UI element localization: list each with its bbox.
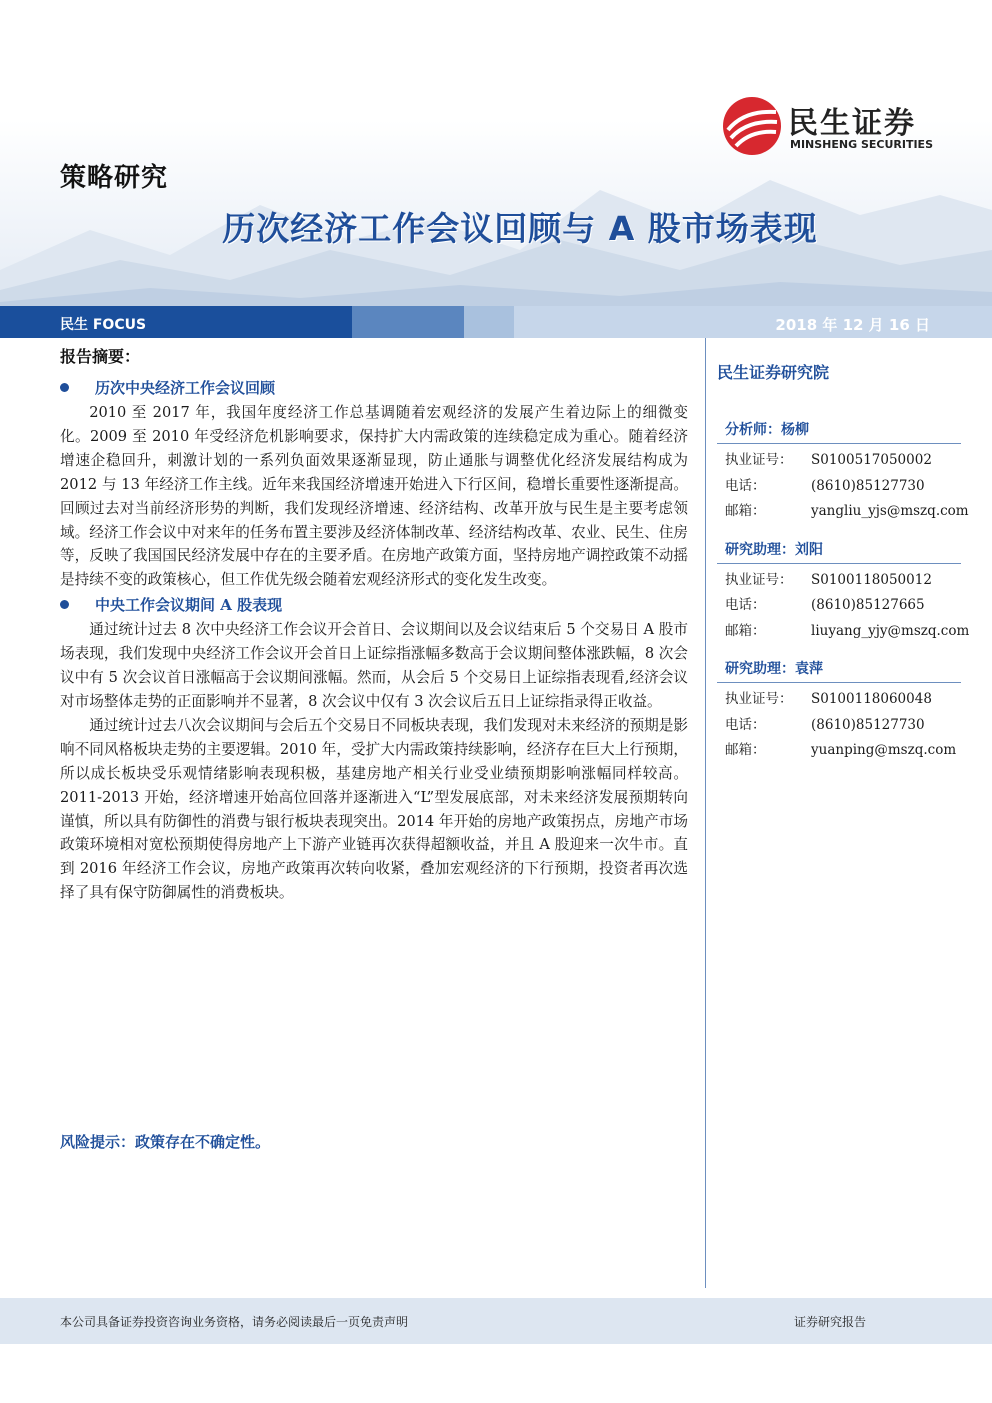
email-label: 邮箱： [725,742,766,758]
focus-band [0,306,992,338]
phone-label: 电话： [725,716,766,733]
email-link[interactable]: yangliu_yjs@mszq.com [811,503,969,519]
logo-chinese-name: 民生证券 [788,106,916,141]
license-value: S0100118060048 [811,691,932,707]
analyst-heading: 分析师：杨柳 [717,419,961,444]
research-institute: 民生证券研究院 [717,363,830,382]
license-value: S0100517050002 [811,452,932,468]
phone-value: (8610)85127730 [811,716,925,733]
email-label: 邮箱： [725,622,766,639]
assistant-block [717,658,961,764]
summary-paragraph: 通过统计过去 8 次中央经济工作会议开会首日、会议期间以及会议结束后 5 个交易日 A 股市场表现，我们发现中央经济工作会议开会首日上证综指涨幅多数高于会议期间整体涨跌幅，8 次会议中有 5 次会议首日涨幅高于会议期间涨幅。然而，从会后 5 个交易日上证综指表现看,经济会议对市场整体走势的正面影响并不显著，8 次会议中仅有 3 次会议后五日上证综指录得正收益。 [60,621,688,710]
email-link[interactable]: yuanping@mszq.com [811,742,957,758]
email-row [717,738,961,764]
band-segment-dark [0,306,352,338]
phone-row [717,593,961,619]
report-title: 历次经济工作会议回顾与 A 股市场表现 [222,209,818,248]
section-heading [60,375,688,401]
phone-label: 电话： [725,477,766,494]
page-footer [0,1298,992,1344]
phone-row [717,474,961,500]
license-label: 执业证号： [725,571,793,588]
section-heading-text: 历次中央经济工作会议回顾 [95,379,276,397]
email-row [717,619,970,645]
column-divider [705,338,706,1288]
report-type-label: 证券研究报告 [793,1315,866,1329]
summary-paragraph: 通过统计过去八次会议期间与会后五个交易日不同板块表现，我们发现对未来经济的预期是影响不同风格板块走势的主要逻辑。2010 年，受扩大内需政策持续影响，经济存在巨大上行预期，所以成长板块受乐观情绪影响表现积极，基建房地产相关行业受业绩预期影响涨幅同样较高。2011-2013 开始，经济增速开始高位回落并逐渐进入“L”型发展底部，对未来经济发展预期转向谨慎，所以具有防御性的消费与银行板块表现突出。2014 年开始的房地产政策拐点，房地产市场政策环境相对宽松预期使得房地产上下游产业链再次获得超额收益，并且 A 股迎来一次牛市。直到 2016 年经济工作会议，房地产政策再次转向收紧，叠加宏观经济的下行预期，投资者再次选择了具有保守防御属性的消费板块。 [60,716,688,902]
summary-paragraph: 2010 至 2017 年，我国年度经济工作总基调随着宏观经济的发展产生着边际上的细微变化。2009 至 2010 年受经济危机影响要求，保持扩大内需政策的连续稳定成为重心。随着经济增速企稳回升，刺激计划的一系列负面效果逐渐显现，防止通胀与调整优化经济发展结构成为 2012 与 13 年经济工作主线。近年来我国经济增速开始进入下行区间，稳增长重要性逐渐提高。回顾过去对当前经济形势的判断，我们发现经济增速、经济结构、改革开放与民生是主要考虑领域。经济工作会议中对来年的任务布置主要涉及经济体制改革、经济结构改革、农业、民生、住房等，反映了我国国民经济发展中存在的主要矛盾。在房地产政策方面，坚持房地产调控政策不动摇是持续不变的政策核心，但工作优先级会随着宏观经济形式的变化发生改变。 [60,404,688,589]
minsheng-logo [722,96,962,156]
email-label: 邮箱： [725,503,766,519]
license-label: 执业证号： [725,452,793,468]
license-row [717,568,961,594]
bullet-icon [60,600,69,609]
email-row [717,499,969,525]
email-link[interactable]: liuyang_yjy@mszq.com [811,622,970,639]
license-value: S0100118050012 [811,571,932,588]
risk-notice: 风险提示：政策存在不确定性。 [60,1133,271,1151]
summary-column [60,344,688,905]
band-segment-light [464,306,514,338]
phone-row [717,713,961,739]
minsheng-logo-mark-icon [722,96,782,156]
disclaimer-notice: 本公司具备证券投资咨询业务资格，请务必阅读最后一页免责声明 [60,1315,409,1329]
band-focus-label: 民生 FOCUS [60,317,147,333]
logo-english-name: MINSHENG SECURITIES [790,138,933,151]
section-heading [60,592,688,618]
report-category: 策略研究 [60,163,169,193]
analyst-sidebar [717,360,970,764]
summary-label: 报告摘要： [60,347,141,366]
analyst-block [717,419,969,525]
license-row [717,687,961,713]
phone-value: (8610)85127665 [811,597,925,613]
band-segment-mid [352,306,464,338]
section-heading-text: 中央工作会议期间 A 股表现 [95,596,283,615]
license-label: 执业证号： [725,691,793,707]
report-date: 2018 年 12 月 16 日 [775,316,930,334]
bullet-icon [60,383,69,392]
license-row [717,448,961,474]
assistant-block [717,539,970,645]
phone-label: 电话： [725,597,766,613]
phone-value: (8610)85127730 [811,477,925,494]
assistant-heading: 研究助理：刘阳 [717,539,961,564]
assistant-heading: 研究助理：袁萍 [717,658,961,683]
